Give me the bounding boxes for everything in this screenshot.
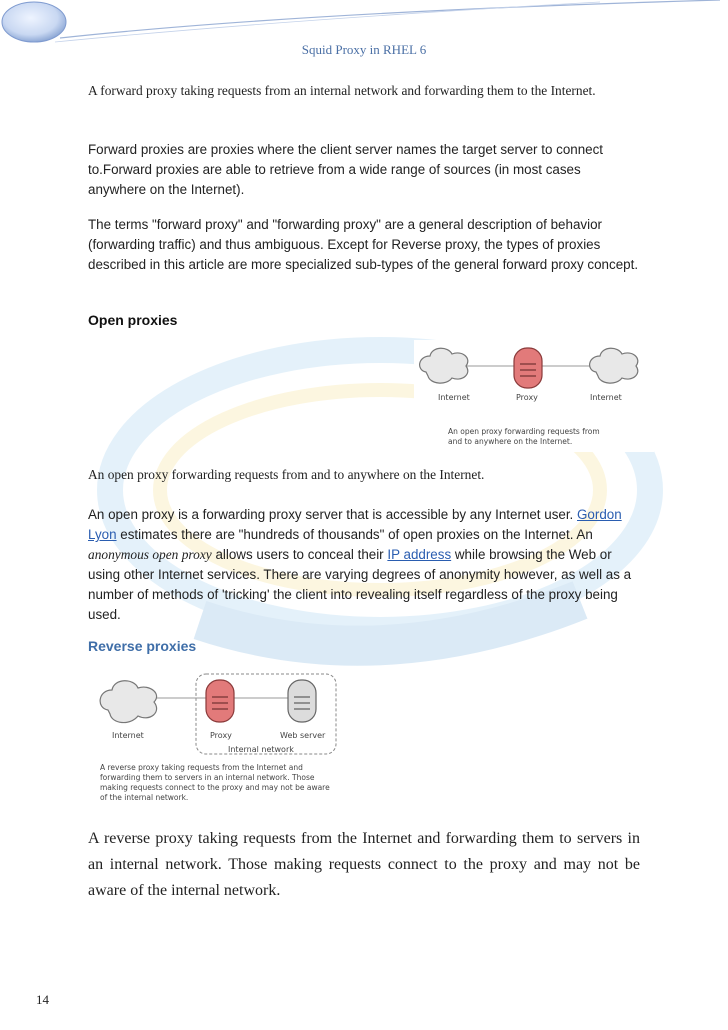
paragraph-forward-proxies: Forward proxies are proxies where the client server names the target server to connect to.Forward proxies are able to retrieve from a wide range of sources (in most cases anywhere on the Internet). <box>88 142 604 197</box>
proxy-server-icon <box>514 348 542 388</box>
proxy-server-icon <box>206 680 234 722</box>
heading-reverse-proxies: Reverse proxies <box>88 638 197 654</box>
reverse-diagram-label-3: Web server <box>280 731 326 740</box>
internal-network-label: Internal network <box>228 745 294 754</box>
paragraph-proxy-terms: The terms "forward proxy" and "forwarding proxy" are a general description of behavior (forwarding traffic) and thus ambiguous. Except for Reverse proxy, the types of proxies described in this article are more specialized sub-types of the general forward proxy concept. <box>88 217 639 272</box>
anonymous-open-proxy-term: anonymous open proxy <box>88 547 212 562</box>
open-diagram-caption-1: An open proxy forwarding requests from <box>448 427 600 436</box>
heading-open-proxies: Open proxies <box>88 312 178 328</box>
open-proxy-text-3: allows users to conceal their <box>211 547 388 562</box>
open-proxy-text-1: An open proxy is a forwarding proxy server that is accessible by any Internet user. <box>88 507 574 522</box>
open-diagram-caption-2: and to anywhere on the Internet. <box>448 437 573 446</box>
intro-caption: A forward proxy taking requests from an internal network and forwarding them to the Internet. <box>88 83 596 98</box>
link-gordon-lyon[interactable]: Gordon Lyon <box>88 507 622 542</box>
reverse-diagram-caption-2: forwarding them to servers in an internal network. Those <box>100 773 315 782</box>
web-server-icon <box>288 680 316 722</box>
reverse-diagram-label-2: Proxy <box>210 731 232 740</box>
paragraph-reverse-proxy: A reverse proxy taking requests from the Internet and forwarding them to servers in an internal network. Those making requests connect to the proxy and may not be aware of the internal network. <box>88 830 640 899</box>
link-ip-address[interactable]: IP address <box>387 547 452 562</box>
open-diagram-label-3: Internet <box>590 393 622 402</box>
reverse-diagram-caption-1: A reverse proxy taking requests from the Internet and <box>100 763 303 772</box>
reverse-diagram-caption-3: making requests connect to the proxy and may not be aware <box>100 783 330 792</box>
open-proxy-figure-caption: An open proxy forwarding requests from and to anywhere on the Internet. <box>88 467 485 482</box>
page-number: 14 <box>36 992 49 1007</box>
reverse-proxy-diagram <box>92 670 342 810</box>
open-diagram-label-1: Internet <box>438 393 470 402</box>
page-header-title: Squid Proxy in RHEL 6 <box>301 42 427 57</box>
open-proxy-text-4: while browsing the Web or using other Internet services. There are varying degrees of anonymity however, as well as a number of methods of 'tricking' the client into revealing itself regardless of the proxy being used. <box>88 547 632 622</box>
open-proxy-diagram <box>414 340 654 452</box>
open-diagram-label-2: Proxy <box>516 393 538 402</box>
reverse-diagram-caption-4: of the internal network. <box>100 793 189 802</box>
open-proxy-text-2: estimates there are "hundreds of thousands" of open proxies on the Internet. An <box>116 527 593 542</box>
reverse-diagram-label-1: Internet <box>112 731 144 740</box>
paragraph-open-proxy <box>88 505 640 625</box>
